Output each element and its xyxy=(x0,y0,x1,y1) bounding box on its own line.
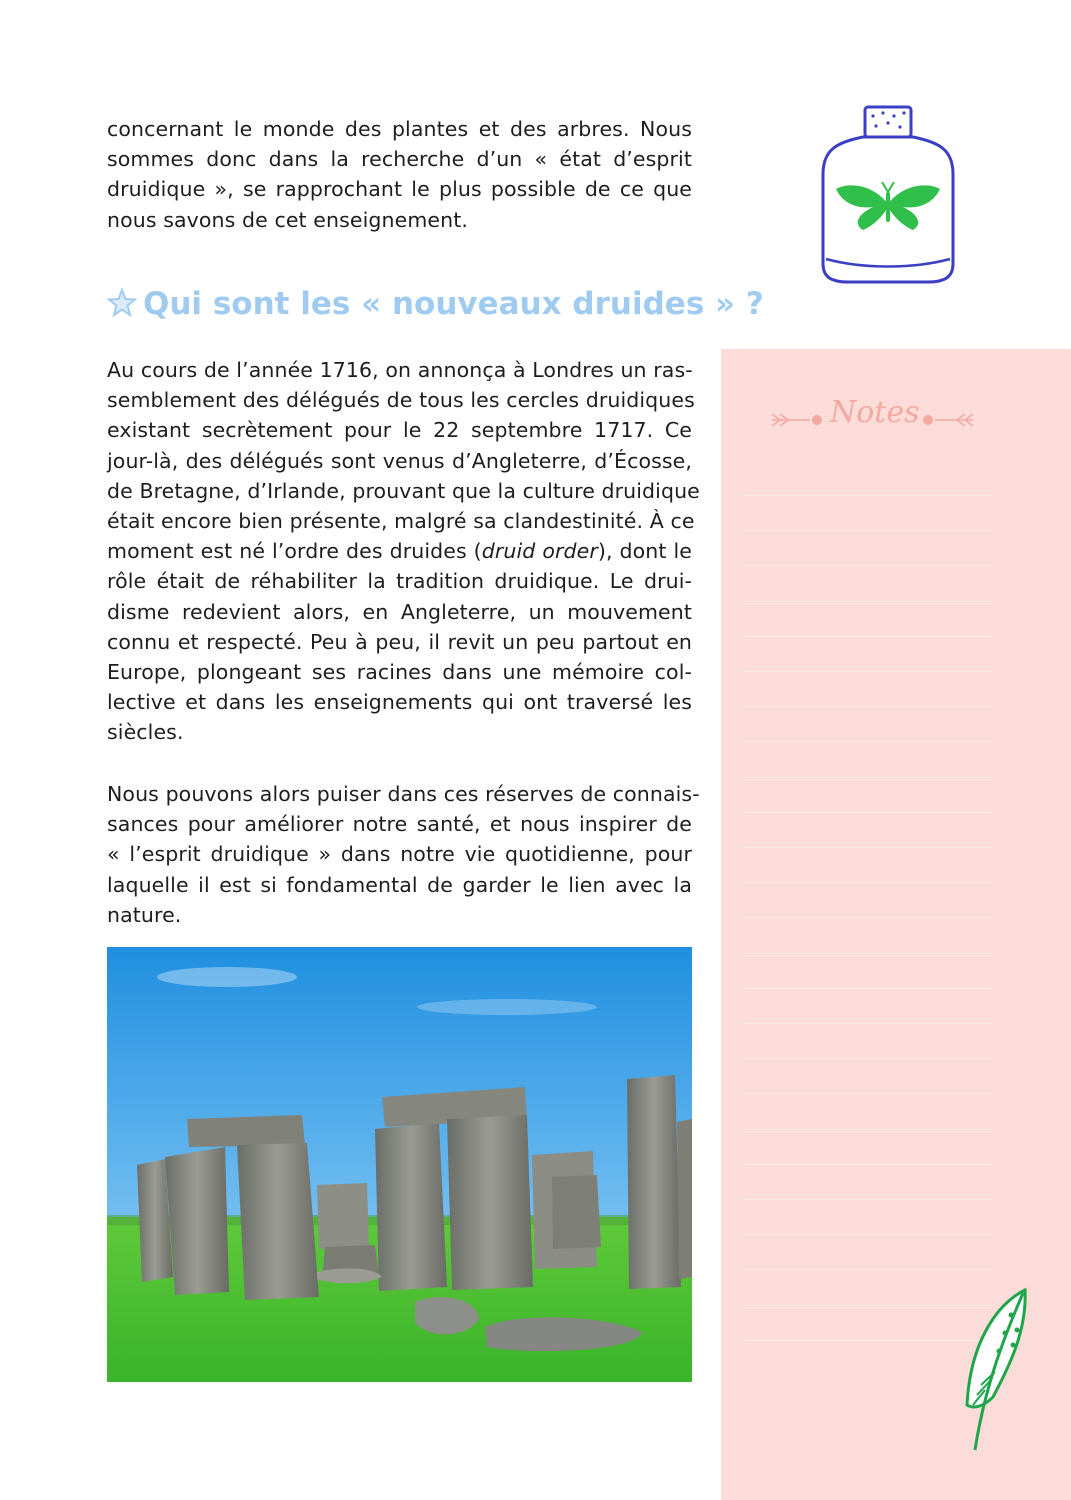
paragraph-2 xyxy=(107,779,700,930)
note-line xyxy=(743,1023,993,1024)
text-line: Nous pouvons alors puiser dans ces réserves de connais- xyxy=(107,782,700,806)
arrow-ornament-icon xyxy=(770,405,830,435)
note-line xyxy=(743,636,993,637)
note-line xyxy=(743,988,993,989)
note-line xyxy=(743,917,993,918)
section-heading xyxy=(107,286,764,322)
notes-label: Notes xyxy=(830,395,920,430)
note-line xyxy=(743,565,993,566)
note-line xyxy=(743,601,993,602)
note-line xyxy=(743,777,993,778)
note-line xyxy=(743,741,993,742)
text-line: siècles. xyxy=(107,720,184,745)
text-line: druidique », se rapprochant le plus possible de ce que xyxy=(107,177,692,202)
text-line: « l’esprit druidique » dans notre vie quotidienne, pour xyxy=(107,842,692,867)
text-segment: moment est né l’ordre des druides ( xyxy=(107,539,482,564)
note-line xyxy=(743,706,993,707)
text-line: connu et respecté. Peu à peu, il revit un peu partout en xyxy=(107,629,692,654)
note-line xyxy=(743,1269,993,1270)
note-line xyxy=(743,1129,993,1130)
text-line: était encore bien présente, malgré sa clandestinité. À ce xyxy=(107,509,695,534)
text-segment: ), dont le xyxy=(597,539,692,564)
star-icon xyxy=(107,288,137,318)
heading-text: Qui sont les « nouveaux druides » ? xyxy=(143,286,764,322)
note-line xyxy=(743,1058,993,1059)
text-line: disme redevient alors, en Angleterre, un mouvement xyxy=(107,599,692,624)
intro-paragraph xyxy=(107,114,692,235)
text-line: sommes donc dans la recherche d’un « état d’esprit xyxy=(107,147,692,172)
italic-term: druid order xyxy=(481,539,598,564)
text-line: nature. xyxy=(107,902,182,927)
note-line xyxy=(743,1164,993,1165)
text-line: nous savons de cet enseignement. xyxy=(107,207,468,232)
note-line xyxy=(743,671,993,672)
stonehenge-photo xyxy=(107,947,692,1382)
text-line: existant secrètement pour le 22 septembre 1717. Ce xyxy=(107,418,692,443)
note-line xyxy=(743,953,993,954)
text-line: rôle était de réhabiliter la tradition druidique. Le drui- xyxy=(107,569,692,594)
note-line xyxy=(743,1093,993,1094)
note-line xyxy=(743,530,993,531)
note-line xyxy=(743,1234,993,1235)
text-line: sances pour améliorer notre santé, et nous inspirer de xyxy=(107,812,692,837)
text-line: de Bretagne, d’Irlande, prouvant que la culture druidique xyxy=(107,478,700,503)
note-line xyxy=(743,812,993,813)
note-line xyxy=(743,847,993,848)
text-line: concernant le monde des plantes et des arbres. Nous xyxy=(107,117,692,141)
text-line: Europe, plongeant ses racines dans une mémoire col- xyxy=(107,660,692,685)
text-line: Au cours de l’année 1716, on annonça à Londres un ras- xyxy=(107,358,693,382)
note-line xyxy=(743,1199,993,1200)
note-line xyxy=(743,495,993,496)
paragraph-1 xyxy=(107,355,700,748)
text-line: jour-là, des délégués sont venus d’Angleterre, d’Écosse, xyxy=(107,448,692,473)
text-line: laquelle il est si fondamental de garder le lien avec la xyxy=(107,872,692,897)
feather-icon xyxy=(955,1285,1035,1455)
notes-title xyxy=(770,395,970,445)
jar-butterfly-icon xyxy=(818,104,958,289)
arrow-ornament-icon xyxy=(915,405,975,435)
note-line xyxy=(743,882,993,883)
text-line: lective et dans les enseignements qui ont traversé les xyxy=(107,690,692,715)
text-line xyxy=(107,536,692,566)
text-line: semblement des délégués de tous les cercles druidiques xyxy=(107,388,695,413)
